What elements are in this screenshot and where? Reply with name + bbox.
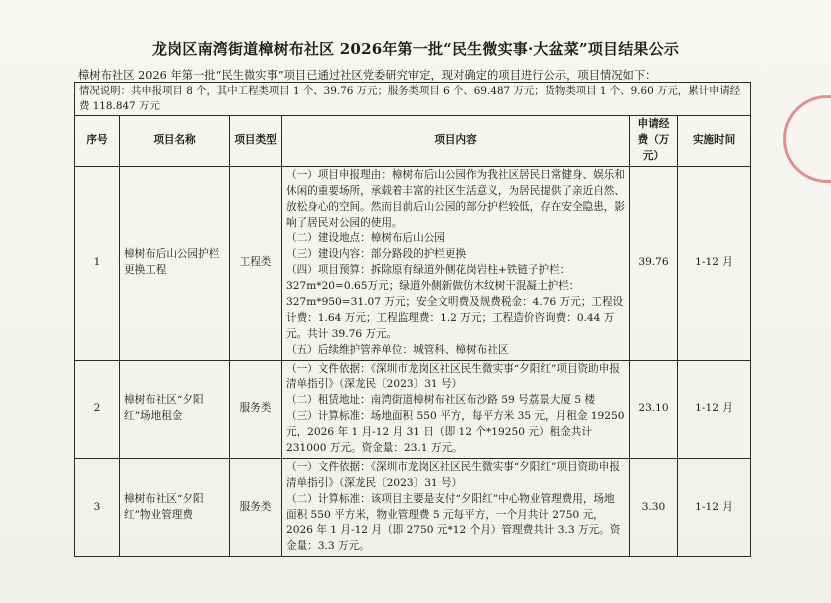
row-amount: 3.30 <box>630 458 678 556</box>
header-name: 项目名称 <box>120 116 230 167</box>
header-type: 项目类型 <box>230 116 282 167</box>
project-table <box>74 82 751 557</box>
row-time: 1-12 月 <box>678 360 751 458</box>
row-content <box>282 166 630 360</box>
content-line: （五）后续维护管养单位：城管科、樟树布社区 <box>286 343 509 356</box>
table-row <box>75 166 751 360</box>
content-line: （二）建设地点：樟树布后山公园 <box>286 232 445 245</box>
row-name: 樟树布社区“夕阳红”场地租金 <box>120 360 230 458</box>
document-title: 龙岗区南湾街道樟树布社区 2026年第一批“民生微实事·大盆菜”项目结果公示 <box>151 40 680 58</box>
row-type: 服务类 <box>230 360 282 458</box>
row-amount: 23.10 <box>630 360 678 458</box>
row-type: 工程类 <box>230 166 282 360</box>
summary-text: 情况说明：共申报项目 8 个，其中工程类项目 1 个、39.76 万元；服务类项目 6 个、69.487 万元；货物类项目 1 个、9.60 万元，累计申请经费 118.847 万元 <box>75 83 751 116</box>
summary-row <box>75 83 751 116</box>
content-line: （二）计算标准：该项目主要是支付“夕阳红”中心物业管理费用，场地面积 550 平方米，物业管理费 5 元每平方，一个月共计 2750 元，2026 年 1 月-12 月（即 2750 元*12 个月）管理费共计 3.3 万元。资金量：3.3 万元。 <box>286 492 621 553</box>
red-seal-stamp <box>783 95 831 183</box>
row-type: 服务类 <box>230 458 282 556</box>
content-line: （一）项目申报理由：樟树布后山公园作为我社区居民日常健身、娱乐和休闲的重要场所，承载着丰富的社区生活意义，为居民提供了亲近自然、放松身心的空间。然而目前后山公园的部分护栏较低，存在安全隐患，影响了居民对公园的使用。 <box>286 168 625 229</box>
row-time: 1-12 月 <box>678 458 751 556</box>
row-seq: 2 <box>75 360 120 458</box>
row-time: 1-12 月 <box>678 166 751 360</box>
row-content <box>282 458 630 556</box>
header-row <box>75 116 751 167</box>
row-name: 樟树布后山公园护栏更换工程 <box>120 166 230 360</box>
content-line: （一）文件依据：《深圳市龙岗区社区民生微实事“夕阳红”项目资助申报清单指引》（深龙民〔2023〕31 号） <box>286 362 620 391</box>
header-time: 实施时间 <box>678 116 751 167</box>
row-content <box>282 360 630 458</box>
content-line: （三）计算标准：场地面积 550 平方，每平方米 35 元，月租金 19250 元，2026 年 1 月-12 月 31 日（即 12 个*19250 元）租金共计 231000 万元。资金量：23.1 万元。 <box>286 410 625 454</box>
content-line: （二）租赁地址：南湾街道樟树布社区布沙路 59 号荔景大厦 5 楼 <box>286 394 596 407</box>
content-line: （三）建设内容：部分路段的护栏更换 <box>286 248 467 261</box>
table-row <box>75 458 751 556</box>
row-amount: 39.76 <box>630 166 678 360</box>
header-amount: 申请经费（万元） <box>630 116 678 167</box>
table-row <box>75 360 751 458</box>
header-seq: 序号 <box>75 116 120 167</box>
intro-paragraph: 樟树布社区 2026 年第一批“民生微实事”项目已通过社区党委研究审定，现对确定的项目进行公示，项目情况如下： <box>78 69 657 82</box>
row-seq: 3 <box>75 458 120 556</box>
header-content: 项目内容 <box>282 116 630 167</box>
row-name: 樟树布社区“夕阳红”物业管理费 <box>120 458 230 556</box>
content-line: （一）文件依据：《深圳市龙岗区社区民生微实事“夕阳红”项目资助申报清单指引》（深龙民〔2023〕31 号） <box>286 460 620 489</box>
content-line: （四）项目预算：拆除原有绿道外侧花岗岩柱+铁链子护栏：327m*20=0.65万元；绿道外侧新做仿木纹树干混凝土护栏：327m*950=31.07 万元；安全文明费及规费税金：4.76 万元；工程设计费：1.64 万元；工程监理费：1.2 万元；工程造价咨询费：0.44 万元。共计 39.76 万元。 <box>286 264 624 340</box>
row-seq: 1 <box>75 166 120 360</box>
